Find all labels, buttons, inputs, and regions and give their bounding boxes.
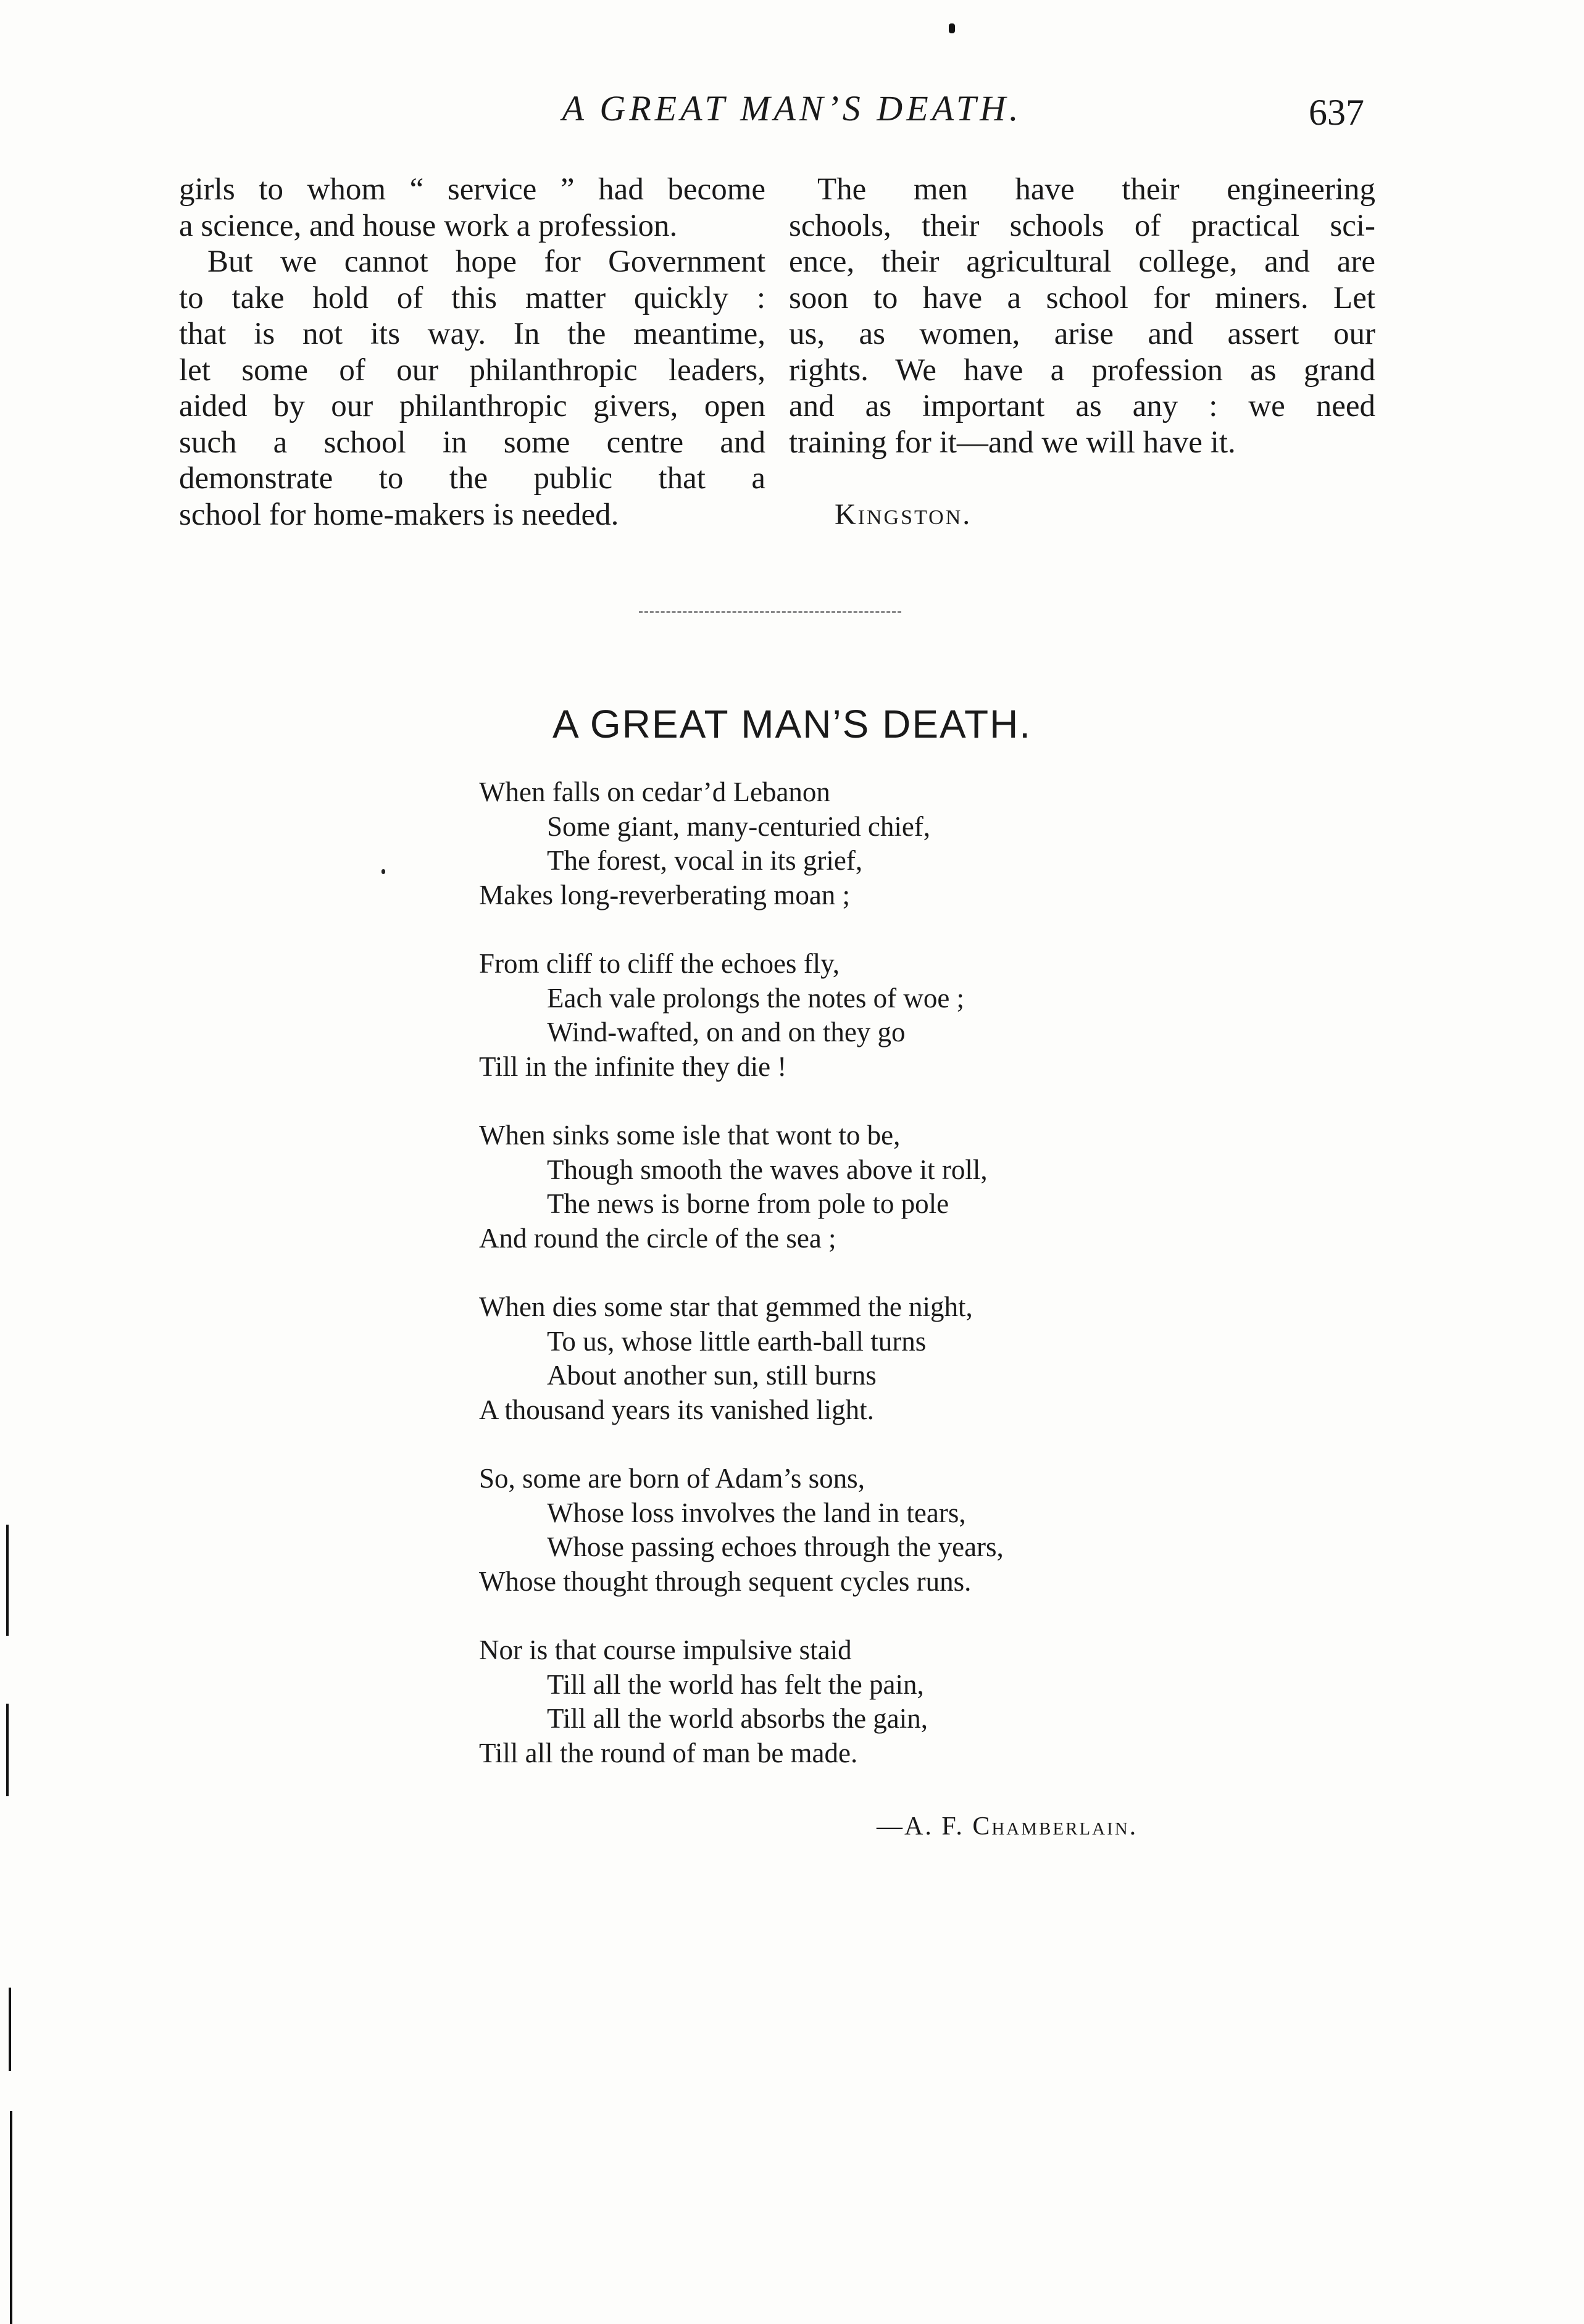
author-initials: —A. F.	[877, 1812, 964, 1841]
verse-line: Though smooth the waves above it roll,	[547, 1154, 988, 1185]
scan-edge-mark	[9, 1988, 11, 2071]
paragraph	[179, 172, 765, 244]
poem-body	[479, 775, 1343, 1805]
verse-line: Whose passing echoes through the years,	[547, 1531, 1004, 1562]
text-line: schools, their schools of practical sci-	[789, 208, 1375, 243]
verse-line: From cliff to cliff the echoes fly,	[479, 948, 840, 979]
scan-edge-mark	[6, 1704, 9, 1796]
text-line: that is not its way. In the meantime,	[179, 317, 765, 351]
text-line: rights. We have a profession as grand	[789, 352, 1375, 388]
text-line: let some of our philanthropic leaders,	[179, 352, 765, 388]
verse-line: A thousand years its vanished light.	[479, 1394, 874, 1425]
text-line: soon to have a school for miners. Let	[789, 280, 1375, 315]
text-line: girls to whom “ service ” had become	[179, 172, 765, 207]
verse-line: Some giant, many-centuried chief,	[547, 810, 931, 842]
stanza	[479, 1633, 1343, 1770]
section-divider	[639, 611, 901, 613]
text-line: demonstrate to the public that a	[179, 461, 765, 496]
verse-line: Till all the world absorbs the gain,	[547, 1703, 928, 1734]
verse-line: Whose loss involves the land in tears,	[547, 1497, 966, 1528]
verse-line: About another sun, still burns	[547, 1360, 877, 1391]
text-line: us, as women, arise and assert our	[789, 317, 1375, 351]
running-title: A GREAT MAN’S DEATH.	[562, 88, 1022, 128]
verse-line: Nor is that course impulsive staid	[479, 1635, 852, 1665]
text-line: a science, and house work a profession.	[179, 208, 678, 243]
verse-line: Till in the infinite they die !	[479, 1051, 787, 1082]
text-line: The men have their engineering	[817, 172, 1375, 207]
verse-line: Makes long-reverberating moan ;	[479, 879, 851, 910]
verse-line: Whose thought through sequent cycles runs.	[479, 1565, 972, 1597]
poem-author	[877, 1812, 1138, 1841]
poem-title: A GREAT MAN’S DEATH.	[552, 702, 1032, 746]
stanza	[479, 1290, 1343, 1427]
stanza	[479, 947, 1343, 1084]
verse-line: When dies some star that gemmed the night,	[479, 1291, 973, 1322]
right-column	[789, 172, 1375, 460]
verse-line: The news is borne from pole to pole	[547, 1188, 949, 1219]
stanza	[479, 775, 1343, 912]
page-number: 637	[1309, 92, 1364, 133]
scan-edge-mark	[10, 2111, 12, 2324]
ink-mark-margin	[381, 869, 385, 874]
text-line: aided by our philanthropic givers, open	[179, 389, 765, 423]
article-signature: Kingston.	[835, 498, 972, 531]
text-line: and as important as any : we need	[789, 389, 1375, 423]
verse-line: Till all the world has felt the pain,	[547, 1668, 924, 1700]
verse-line: Each vale prolongs the notes of woe ;	[547, 982, 965, 1014]
paragraph	[789, 172, 1375, 460]
text-line: to take hold of this matter quickly :	[179, 280, 765, 315]
text-line: such a school in some centre and	[179, 425, 765, 460]
verse-line: And round the circle of the sea ;	[479, 1222, 836, 1254]
stanza	[479, 1118, 1343, 1256]
text-line: training for it—and we will have it.	[789, 425, 1236, 460]
scan-edge-mark	[6, 1525, 9, 1636]
verse-line: So, some are born of Adam’s sons,	[479, 1463, 865, 1494]
text-line: school for home-makers is needed.	[179, 497, 619, 532]
verse-line: To us, whose little earth-ball turns	[547, 1325, 927, 1357]
ink-mark-top	[949, 23, 955, 33]
author-surname: Chamberlain.	[972, 1812, 1138, 1841]
text-line: ence, their agricultural college, and are	[789, 244, 1375, 279]
left-column	[179, 172, 765, 533]
verse-line: When sinks some isle that wont to be,	[479, 1120, 901, 1151]
text-line: But we cannot hope for Government	[207, 244, 765, 279]
verse-line: Wind-wafted, on and on they go	[547, 1017, 906, 1047]
verse-line: Till all the round of man be made.	[479, 1737, 858, 1768]
verse-line: The forest, vocal in its grief,	[547, 845, 863, 876]
paragraph	[179, 244, 765, 533]
stanza	[479, 1462, 1343, 1599]
verse-line: When falls on cedar’d Lebanon	[479, 777, 830, 807]
